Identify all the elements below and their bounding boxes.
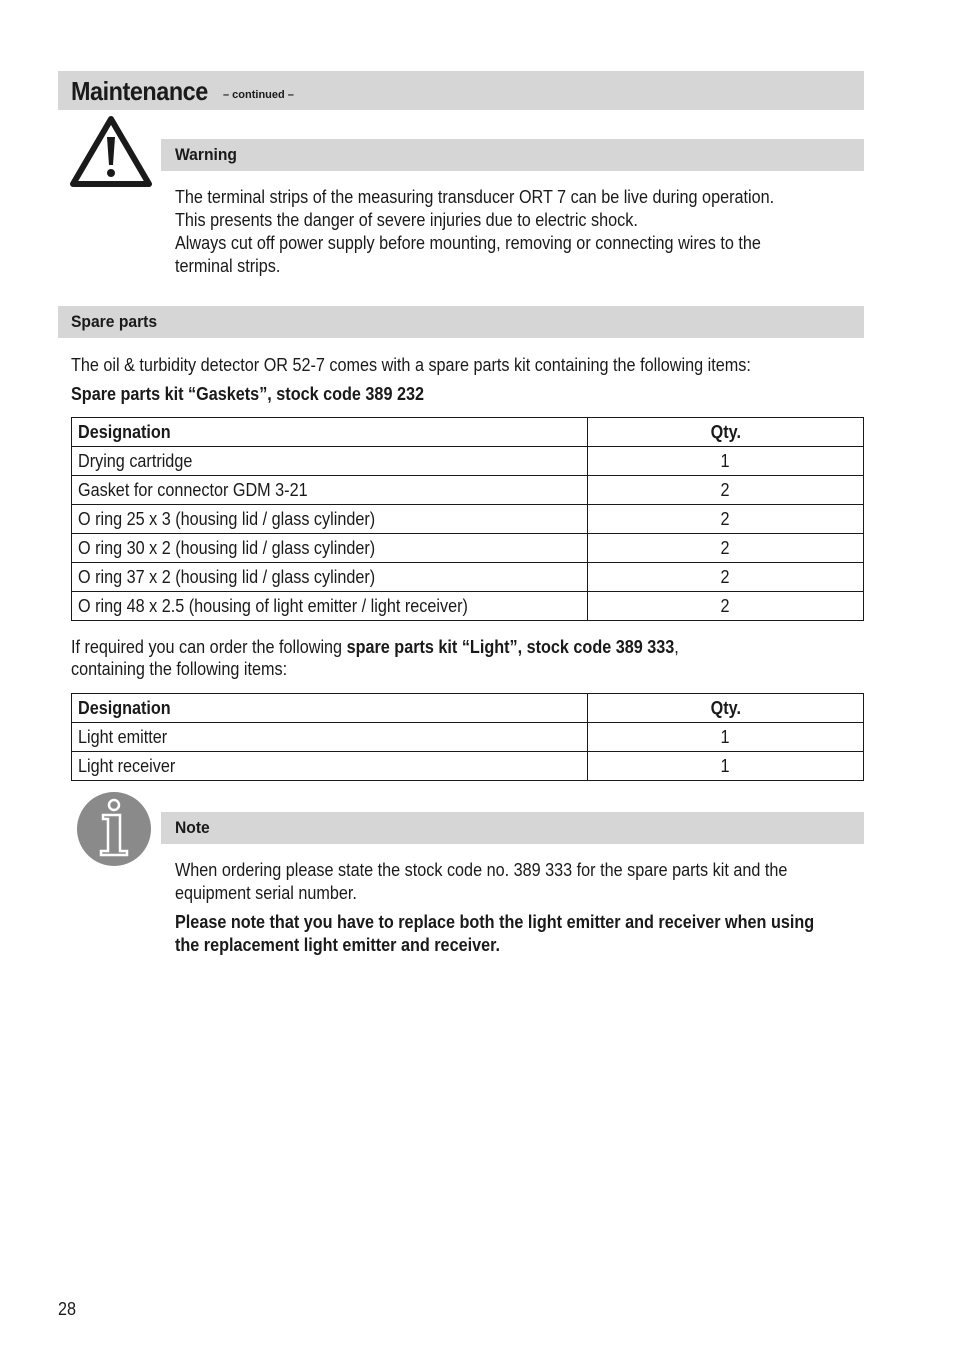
designation-cell: O ring 25 x 3 (housing lid / glass cylinder) (72, 505, 588, 534)
page-subtitle: – continued – (223, 89, 294, 101)
designation-cell: Light receiver (72, 752, 588, 781)
table-row (72, 534, 864, 563)
spare-parts-intro: The oil & turbidity detector OR 52-7 comes with a spare parts kit containing the following items: (71, 355, 751, 375)
designation-cell: Light emitter (72, 723, 588, 752)
warning-bar (161, 139, 864, 171)
note-text-line: When ordering please state the stock code no. 389 333 for the spare parts kit and the (175, 860, 788, 880)
column-header-designation: Designation (72, 694, 588, 723)
page-number: 28 (58, 1299, 77, 1319)
qty-cell: 2 (588, 592, 864, 621)
note-label: Note (175, 818, 210, 837)
kit-light-pre: If required you can order the following (71, 637, 347, 657)
table-header-row (72, 418, 864, 447)
table-header-row (72, 694, 864, 723)
table-row (72, 752, 864, 781)
kit-light-line2: containing the following items: (71, 659, 288, 679)
table-row (72, 505, 864, 534)
designation-cell: O ring 37 x 2 (housing lid / glass cylinder) (72, 563, 588, 592)
info-icon (76, 791, 152, 867)
column-header-qty: Qty. (588, 418, 864, 447)
column-header-designation: Designation (72, 418, 588, 447)
spare-parts-label: Spare parts (71, 312, 158, 331)
qty-cell: 2 (588, 563, 864, 592)
designation-cell: O ring 30 x 2 (housing lid / glass cylinder) (72, 534, 588, 563)
qty-cell: 1 (588, 723, 864, 752)
table-row (72, 447, 864, 476)
spare-parts-bar (58, 306, 864, 338)
kit-light-post: , (674, 637, 679, 657)
note-text-line: equipment serial number. (175, 883, 357, 903)
note-bold-line: the replacement light emitter and receiver. (175, 935, 501, 955)
warning-text-line: This presents the danger of severe injuries due to electric shock. (175, 210, 638, 230)
light-parts-table (71, 693, 864, 781)
warning-label: Warning (175, 145, 237, 164)
warning-text-line: Always cut off power supply before mounting, removing or connecting wires to the (175, 233, 761, 253)
column-header-qty: Qty. (588, 694, 864, 723)
kit-light-title: spare parts kit “Light”, stock code 389 333 (346, 637, 675, 657)
kit-gaskets-title: Spare parts kit “Gaskets”, stock code 389 232 (71, 384, 424, 404)
page-title: Maintenance (71, 76, 208, 106)
kit-light-line (71, 636, 679, 659)
qty-cell: 1 (588, 447, 864, 476)
designation-cell: O ring 48 x 2.5 (housing of light emitter / light receiver) (72, 592, 588, 621)
warning-text-line: The terminal strips of the measuring transducer ORT 7 can be live during operation. (175, 187, 775, 207)
designation-cell: Gasket for connector GDM 3-21 (72, 476, 588, 505)
gaskets-parts-table (71, 417, 864, 621)
table-row (72, 476, 864, 505)
warning-text-line: terminal strips. (175, 256, 281, 276)
designation-cell: Drying cartridge (72, 447, 588, 476)
qty-cell: 2 (588, 505, 864, 534)
qty-cell: 2 (588, 534, 864, 563)
table-row (72, 592, 864, 621)
warning-triangle-icon (69, 115, 153, 188)
qty-cell: 1 (588, 752, 864, 781)
table-row (72, 563, 864, 592)
note-bar (161, 812, 864, 844)
qty-cell: 2 (588, 476, 864, 505)
note-bold-line: Please note that you have to replace both the light emitter and receiver when using (175, 912, 815, 932)
table-row (72, 723, 864, 752)
